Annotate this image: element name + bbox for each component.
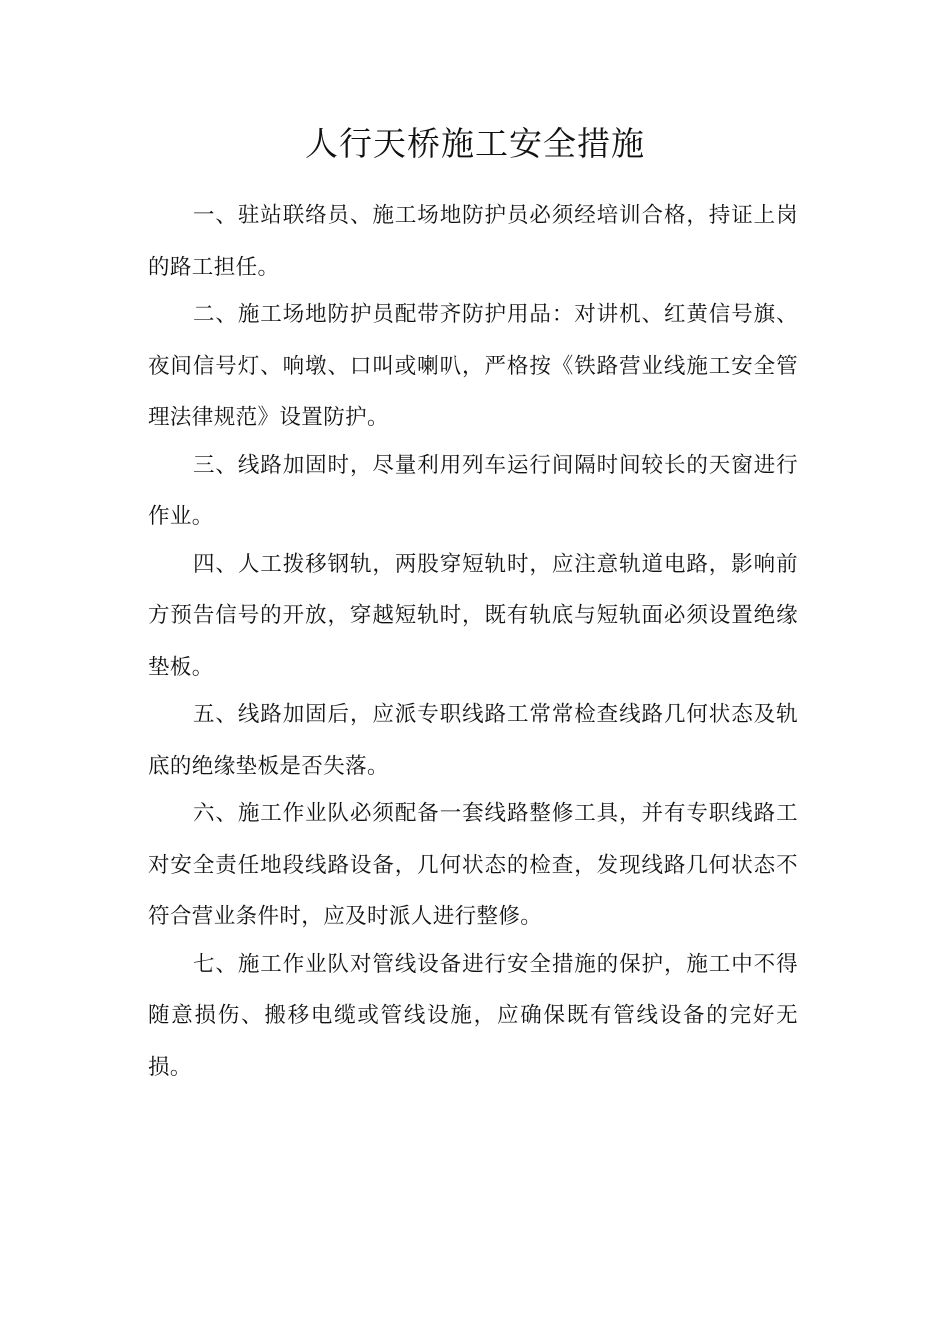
paragraph-6: 六、施工作业队必须配备一套线路整修工具，并有专职线路工对安全责任地段线路设备，几何状态的检查，发现线路几何状态不符合营业条件时，应及时派人进行整修。 bbox=[148, 801, 798, 929]
document-body bbox=[148, 190, 798, 1089]
paragraph-1: 一、驻站联络员、施工场地防护员必须经培训合格，持证上岗的路工担任。 bbox=[148, 203, 798, 280]
paragraph-5: 五、线路加固后，应派专职线路工常常检查线路几何状态及轨底的绝缘垫板是否失落。 bbox=[148, 702, 798, 779]
document-title: 人行天桥施工安全措施 bbox=[305, 124, 645, 163]
paragraph-7: 七、施工作业队对管线设备进行安全措施的保护，施工中不得随意损伤、搬移电缆或管线设施，应确保既有管线设备的完好无损。 bbox=[148, 951, 798, 1080]
paragraph-3: 三、线路加固时，尽量利用列车运行间隔时间较长的天窗进行作业。 bbox=[148, 452, 798, 529]
paragraph-4: 四、人工拨移钢轨，两股穿短轨时，应注意轨道电路，影响前方预告信号的开放，穿越短轨时，既有轨底与短轨面必须设置绝缘垫板。 bbox=[148, 551, 798, 680]
paragraph-2: 二、施工场地防护员配带齐防护用品：对讲机、红黄信号旗、夜间信号灯、响墩、口叫或喇叭，严格按《铁路营业线施工安全管理法律规范》设置防护。 bbox=[148, 302, 798, 430]
